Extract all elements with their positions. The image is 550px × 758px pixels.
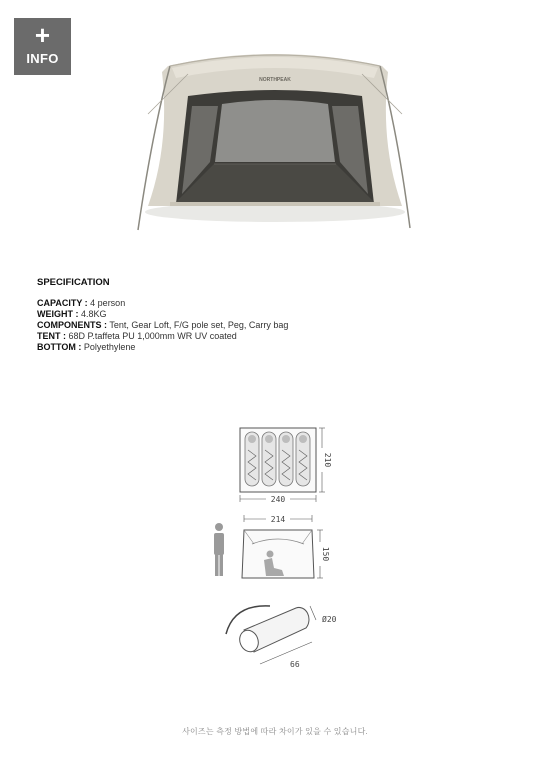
spec-tent: TENT : 68D P.taffeta PU 1,000mm WR UV coated [37, 331, 237, 341]
spec-bottom: BOTTOM : Polyethylene [37, 342, 136, 352]
bag-length-label: 66 [290, 660, 300, 669]
spec-components: COMPONENTS : Tent, Gear Loft, F/G pole set, Peg, Carry bag [37, 320, 289, 330]
tent-photo [130, 44, 420, 236]
bag-diameter-label: Ø20 [322, 615, 337, 624]
brand-logo: NORTHPEAK [259, 77, 291, 83]
person-icon [214, 523, 224, 576]
floor-depth-label: 210 [323, 452, 332, 468]
plus-icon: + [34, 20, 51, 50]
specification-section [37, 277, 288, 353]
info-button[interactable] [14, 18, 71, 75]
height-label: 150 [321, 546, 330, 562]
front-width-label: 214 [270, 515, 286, 524]
floor-width-label: 240 [270, 495, 286, 504]
spec-weight: WEIGHT : 4.8KG [37, 309, 107, 319]
spec-capacity: CAPACITY : 4 person [37, 298, 126, 308]
spec-title: SPECIFICATION [37, 277, 110, 288]
dimension-diagram [200, 420, 360, 680]
info-label: INFO [26, 51, 59, 66]
size-disclaimer: 사이즈는 측정 방법에 따라 차이가 있을 수 있습니다. [182, 727, 368, 736]
side-elevation [214, 515, 330, 578]
floor-plan [240, 428, 332, 504]
carry-bag [226, 606, 337, 669]
